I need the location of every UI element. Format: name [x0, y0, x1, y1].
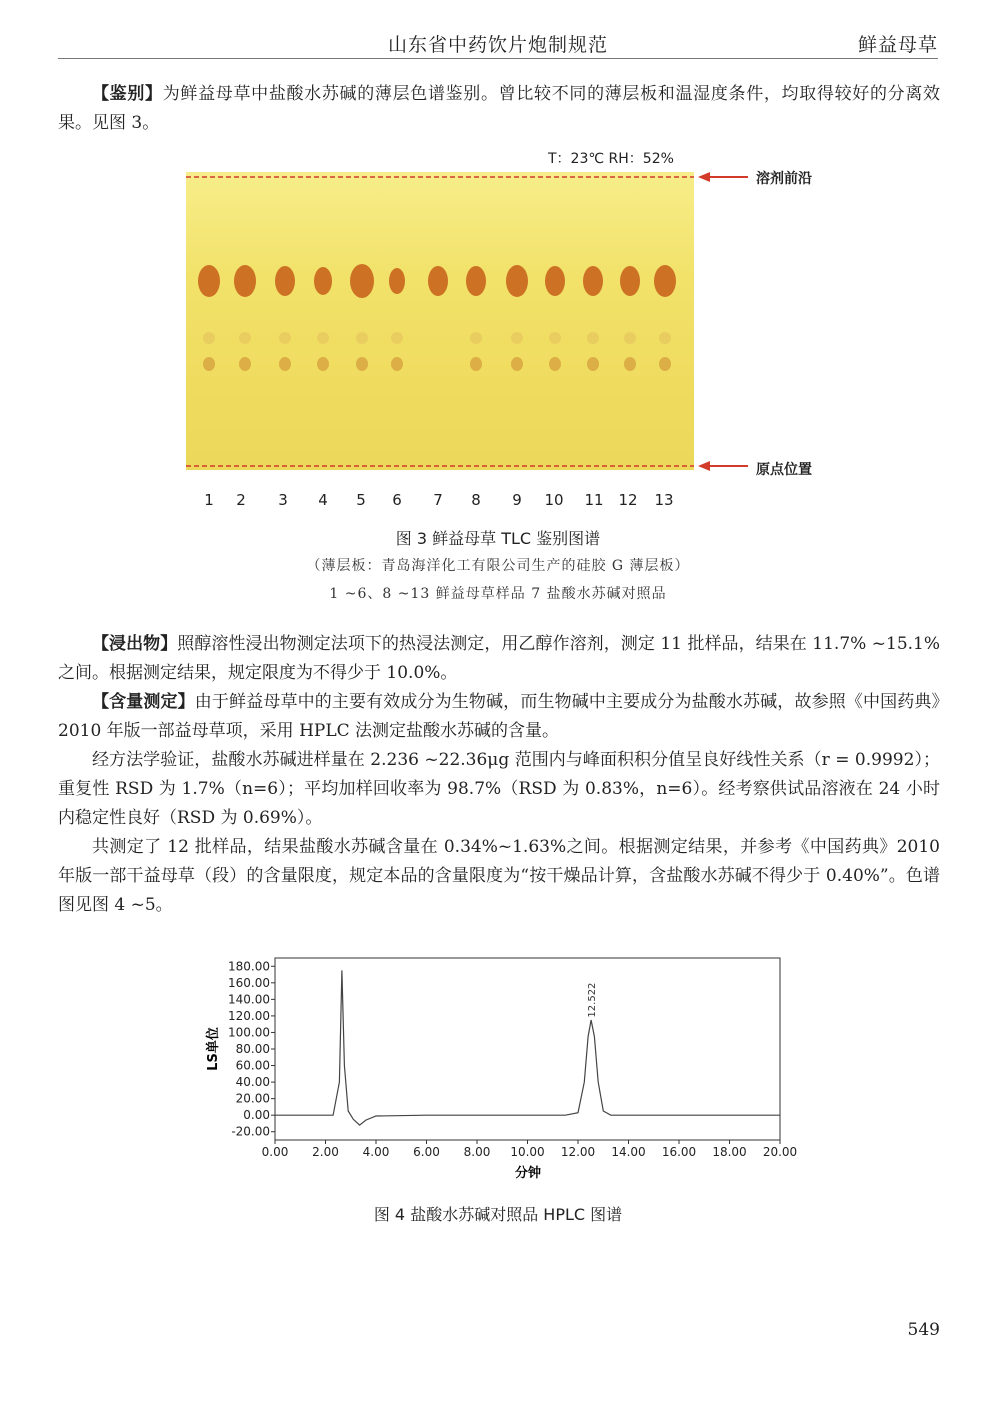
assay-validation-paragraph: 经方法学验证，盐酸水苏碱进样量在 2.236 ~22.36μg 范围内与峰面积积分值呈良好线性关系（r = 0.9992）；重复性 RSD 为 1.7%（n=6）；平均加样回收率为 98.7%（RSD 为 0.83%，n=6）。经考察供试品溶液在 24 小时内稳定性良好（RSD 为 0.69%）。 — [58, 750, 940, 828]
tlc-faint-spot — [587, 332, 599, 344]
tlc-main-spot — [620, 266, 640, 296]
tlc-faint-spot — [203, 332, 215, 344]
hplc-x-axis-label: 分钟 — [514, 1166, 542, 1181]
assay-paragraph — [58, 688, 940, 746]
tlc-main-spot — [234, 265, 256, 297]
hplc-x-tick-label: 8.00 — [463, 1145, 491, 1159]
hplc-x-tick-label: 2.00 — [312, 1145, 339, 1159]
tlc-faint-spot — [624, 332, 636, 344]
hplc-plot-frame — [275, 958, 780, 1140]
tlc-main-spot — [466, 266, 486, 296]
identification-text: 为鲜益母草中盐酸水苏碱的薄层色谱鉴别。曾比较不同的薄层板和温湿度条件，均取得较好的分离效果。见图 3。 — [58, 84, 941, 133]
tlc-minor-spot — [587, 357, 599, 371]
hplc-y-tick-label: 80.00 — [235, 1042, 270, 1056]
lane-label: 8 — [471, 491, 481, 509]
tlc-minor-spot — [624, 357, 636, 371]
lane-label: 12 — [618, 491, 638, 509]
hplc-y-tick-label: 140.00 — [228, 992, 270, 1007]
tlc-minor-spot — [659, 357, 671, 371]
hplc-x-tick-label: 0.00 — [261, 1145, 289, 1159]
tlc-minor-spot — [317, 357, 329, 371]
tlc-main-spot — [389, 268, 405, 294]
tlc-faint-spot — [356, 332, 368, 344]
hplc-y-axis — [228, 959, 275, 1138]
hplc-x-tick-label: 10.00 — [510, 1145, 545, 1159]
hplc-x-tick-label: 20.00 — [762, 1145, 798, 1159]
lane-label: 5 — [356, 491, 366, 509]
tlc-main-spot — [350, 264, 374, 298]
hplc-x-tick-label: 14.00 — [611, 1145, 646, 1159]
lane-label: 10 — [544, 491, 564, 509]
hplc-x-axis — [262, 1140, 798, 1159]
tlc-main-spot — [506, 265, 528, 297]
hplc-x-tick-label: 12.00 — [560, 1145, 596, 1159]
tlc-minor-spot — [203, 357, 215, 371]
tlc-faint-spot — [470, 332, 482, 344]
hplc-y-tick-label: 160.00 — [228, 975, 270, 990]
tlc-faint-spot — [511, 332, 523, 344]
tlc-minor-spot — [279, 357, 291, 371]
tlc-minor-spot — [391, 357, 403, 371]
extract-paragraph — [58, 630, 940, 688]
hplc-y-tick-label: 100.00 — [228, 1025, 270, 1040]
lane-label: 9 — [512, 491, 522, 509]
hplc-x-tick-label: 18.00 — [712, 1145, 747, 1159]
tlc-minor-spot — [356, 357, 368, 371]
tlc-main-spot — [428, 266, 448, 296]
origin-label: 原点位置 — [756, 462, 812, 478]
figure3-caption: 图 3 鲜益母草 TLC 鉴别图谱 — [395, 529, 601, 548]
hplc-y-tick-label: -20.00 — [231, 1124, 270, 1139]
header-section-title: 鲜益母草 — [857, 34, 938, 56]
origin-arrowhead — [698, 461, 710, 471]
solvent-front-label: 溶剂前沿 — [756, 171, 812, 187]
assay-text: 由于鲜益母草中的主要有效成分为生物碱，而生物碱中主要成分为盐酸水苏碱，故参照《中国药典》2010 年版一部益母草项，采用 HPLC 法测定盐酸水苏碱的含量。 — [58, 692, 940, 741]
hplc-x-tick-label: 4.00 — [362, 1145, 390, 1159]
tlc-main-spot — [198, 265, 220, 297]
hplc-peak-label: 12.522 — [587, 982, 599, 1018]
hplc-y-tick-label: 0.00 — [243, 1108, 270, 1123]
tlc-faint-spot — [659, 332, 671, 344]
header-book-title: 山东省中药饮片炮制规范 — [387, 34, 608, 56]
hplc-y-tick-label: 20.00 — [235, 1091, 270, 1106]
tlc-minor-spot — [470, 357, 482, 371]
figure3-note-samples: 1 ~6、8 ~13 鲜益母草样品 7 盐酸水苏碱对照品 — [329, 586, 667, 602]
figure4-caption: 图 4 盐酸水苏碱对照品 HPLC 图谱 — [373, 1205, 623, 1224]
lane-label: 3 — [278, 491, 288, 509]
hplc-y-tick-label: 120.00 — [228, 1008, 270, 1023]
tlc-conditions: T：23℃ RH：52% — [548, 151, 674, 167]
tlc-minor-spot — [511, 357, 523, 371]
tlc-overlay — [0, 0, 996, 520]
hplc-chart — [0, 945, 996, 1205]
tlc-main-spot — [654, 265, 676, 297]
tlc-minor-spot — [239, 357, 251, 371]
hplc-x-tick-label: 6.00 — [413, 1145, 440, 1159]
lane-label: 2 — [236, 491, 246, 509]
tlc-faint-spot — [549, 332, 561, 344]
page-number: 549 — [907, 1320, 940, 1340]
identification-label: 【鉴别】 — [92, 84, 163, 104]
hplc-y-tick-label: 40.00 — [235, 1075, 270, 1090]
lane-label: 1 — [204, 491, 214, 509]
lane-label: 13 — [654, 491, 674, 509]
tlc-main-spot — [545, 266, 565, 296]
hplc-y-tick-label: 60.00 — [235, 1058, 270, 1073]
tlc-main-spot — [583, 266, 603, 296]
lane-label: 7 — [433, 491, 443, 509]
hplc-series-line — [275, 970, 780, 1125]
tlc-faint-spot — [279, 332, 291, 344]
lane-label: 6 — [392, 491, 402, 509]
assay-results-paragraph: 共测定了 12 批样品，结果盐酸水苏碱含量在 0.34%~1.63%之间。根据测定结果，并参考《中国药典》2010 年版一部干益母草（段）的含量限度，规定本品的含量限度为“按干燥品计算，含盐酸水苏碱不得少于 0.40%”。色谱图见图 4 ~5。 — [58, 837, 940, 915]
tlc-faint-spot — [239, 332, 251, 344]
extract-label: 【浸出物】 — [92, 634, 178, 654]
hplc-x-tick-label: 16.00 — [661, 1145, 697, 1159]
figure3-note-plate: （薄层板：青岛海洋化工有限公司生产的硅胶 G 薄层板） — [306, 558, 690, 574]
extract-text: 照醇溶性浸出物测定法项下的热浸法测定，用乙醇作溶剂，测定 11 批样品，结果在 11.7% ~15.1%之间。根据测定结果，规定限度为不得少于 10.0%。 — [58, 634, 941, 683]
tlc-faint-spot — [391, 332, 403, 344]
lane-label: 11 — [584, 491, 604, 509]
tlc-faint-spot — [317, 332, 329, 344]
tlc-main-spot — [314, 267, 332, 295]
hplc-y-axis-label: LS单位 — [206, 1027, 221, 1071]
assay-label: 【含量测定】 — [92, 692, 195, 712]
solvent-front-arrowhead — [698, 172, 710, 182]
lane-label: 4 — [318, 491, 328, 509]
tlc-minor-spot — [549, 357, 561, 371]
tlc-main-spot — [275, 266, 295, 296]
hplc-y-tick-label: 180.00 — [228, 959, 270, 974]
